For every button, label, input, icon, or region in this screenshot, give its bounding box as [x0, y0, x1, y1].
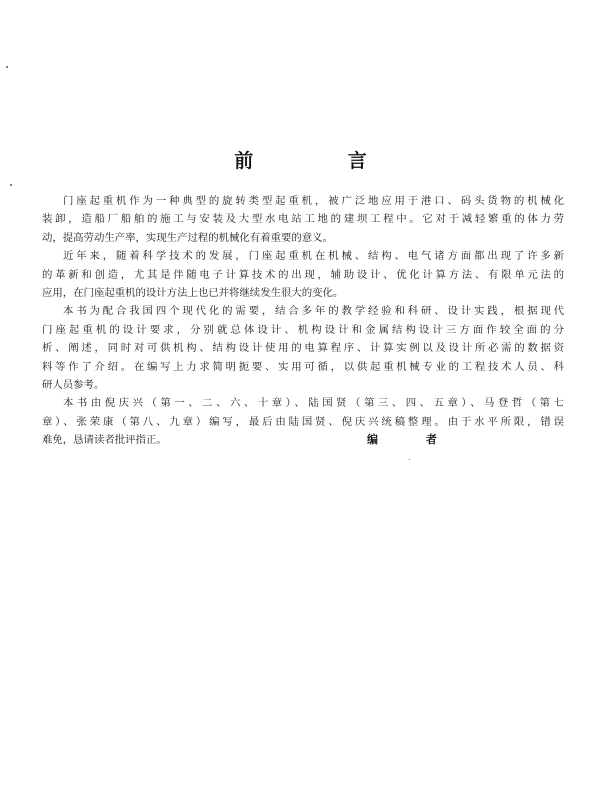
page-title: 前 言 — [234, 150, 411, 172]
text-line: 近年来，随着科学技术的发展，门座起重机在机械、结构、电气诸方面都出现了许多新 — [63, 250, 564, 263]
text-line: 析、阐述，同时对可供机构、结构设计使用的电算程序、计算实例以及设计所必需的数据资 — [42, 342, 564, 355]
text-line: 研人员参考。 — [42, 379, 105, 392]
text-line: 章）、张荣康（第八、九章）编写，最后由陆国贤、倪庆兴统稿整理。由于水平所限，错误 — [42, 415, 564, 428]
text-line: 难免，恳请读者批评指正。 — [42, 434, 167, 447]
text-line: 动，提高劳动生产率，实现生产过程的机械化有着重要的意义。 — [42, 231, 333, 244]
paragraph-1 — [42, 192, 564, 247]
text-line: 本书由倪庆兴（第一、二、六、十章）、陆国贤（第三、四、五章）、马登哲（第七 — [63, 397, 564, 410]
paragraph-2 — [42, 247, 564, 302]
text-line: 门座起重机作为一种典型的旋转类型起重机，被广泛地应用于港口、码头货物的机械化 — [63, 195, 564, 207]
author-signature: 编 者 — [367, 433, 459, 446]
text-line: 门座起重机的设计要求，分别就总体设计、机构设计和金属结构设计三方面作较全面的分 — [42, 323, 564, 336]
text-line: 的革新和创造，尤其是伴随电子计算技术的出现，辅助设计、优化计算方法、有限单元法的 — [42, 268, 564, 281]
scan-speck — [10, 184, 12, 186]
scan-speck — [409, 459, 410, 460]
paragraph-4 — [42, 394, 564, 449]
text-line: 料等作了介绍。在编写上力求简明扼要、实用可循，以供起重机械专业的工程技术人员、科 — [42, 360, 564, 373]
text-line: 装卸，造船厂船舶的施工与安装及大型水电站工地的建坝工程中。它对于减轻繁重的体力劳 — [42, 213, 564, 226]
scan-speck — [6, 66, 8, 68]
paragraph-3 — [42, 302, 564, 394]
text-line: 应用，在门座起重机的设计方法上也已并将继续发生很大的变化。 — [42, 287, 344, 300]
text-line: 本书为配合我国四个现代化的需要，结合多年的教学经验和科研、设计实践，根据现代 — [63, 305, 564, 318]
preface-body — [42, 192, 564, 450]
